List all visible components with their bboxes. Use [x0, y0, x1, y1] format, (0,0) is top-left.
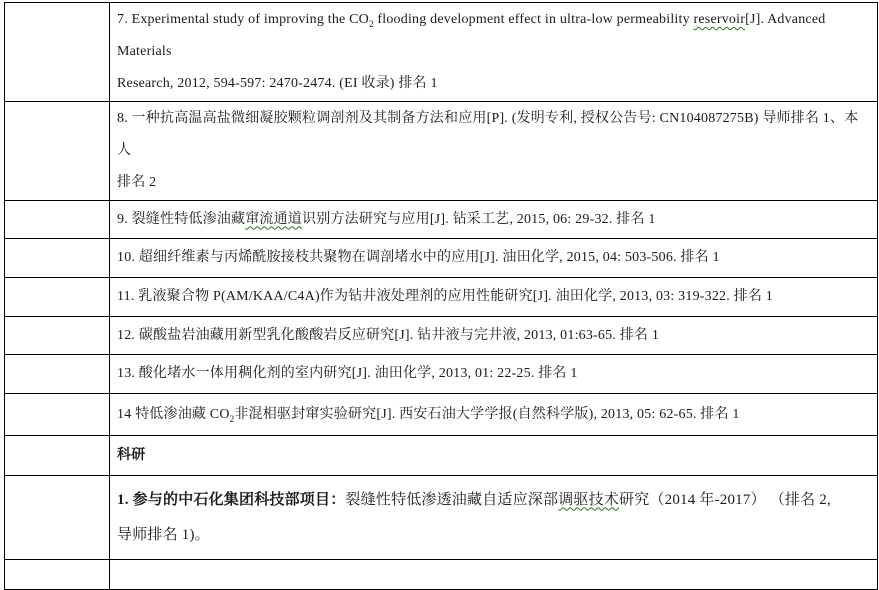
subscript-text: 2 — [229, 413, 235, 424]
table-row-publication-7 — [5, 3, 878, 102]
text-segment: 9. 裂缝性特低渗油藏 — [117, 211, 246, 227]
text-segment: 裂缝性特低渗透油藏自适应深部 — [345, 491, 559, 508]
row-content-cell-publication-12 — [110, 317, 878, 355]
row-label-cell — [5, 355, 110, 394]
row-label-cell — [5, 394, 110, 436]
text-segment: 科研 — [117, 447, 146, 463]
text-segment: 排名 2 — [117, 175, 157, 190]
text-segment: reservoir — [693, 12, 746, 27]
row-label-cell — [5, 278, 110, 317]
text-segment: 7. Experimental study of improving the CO — [117, 12, 369, 27]
text-segment: 8. 一种抗高温高盐微细凝胶颗粒调剖剂及其制备方法和应用[P]. (发明专利, 授权公告号: CN104087275B) 导师排名 1、本人 — [117, 111, 859, 158]
row-content-cell-publication-10 — [110, 239, 878, 278]
row-content-cell-publication-11 — [110, 278, 878, 317]
table-row-publication-14 — [5, 394, 878, 436]
text-segment: [J]. Advanced Materials — [117, 12, 826, 59]
row-content-cell-section-keyan — [110, 436, 878, 476]
table-row-publication-8 — [5, 102, 878, 201]
row-content-cell-publication-8 — [110, 102, 878, 201]
text-segment: 13. 酸化堵水一体用稠化剂的室内研究[J]. 油田化学, 2013, 01: 22-25. 排名 1 — [117, 366, 578, 381]
text-segment: 14 特低渗油藏 CO — [117, 406, 230, 422]
row-content-cell-publication-9 — [110, 201, 878, 239]
subscript-text: 2 — [369, 18, 374, 29]
table-row-section-keyan — [5, 436, 878, 476]
row-content-cell-publication-14 — [110, 394, 878, 436]
row-label-cell — [5, 476, 110, 560]
text-segment: flooding development effect in ultra-low permeability — [373, 12, 694, 27]
text-segment: 11. 乳液聚合物 P(AM/KAA/C4A)作为钻井液处理剂的应用性能研究[J]. 油田化学, 2013, 03: 319-322. 排名 1 — [117, 289, 773, 304]
row-content-cell-partial-bottom-row — [110, 560, 878, 590]
table-row-publication-11 — [5, 278, 878, 317]
row-label-cell — [5, 102, 110, 201]
text-segment: 非混相驱封窜实验研究[J]. 西安石油大学学报(自然科学版), 2013, 05: 62-65. 排名 1 — [234, 406, 740, 422]
row-content-cell-publication-13 — [110, 355, 878, 394]
table-row-publication-13 — [5, 355, 878, 394]
row-label-cell — [5, 317, 110, 355]
row-label-cell — [5, 560, 110, 590]
table-row-project-1 — [5, 476, 878, 560]
text-segment: Research, 2012, 594-597: 2470-2474. (EI 收录) 排名 1 — [117, 76, 438, 91]
text-segment: 导师排名 1)。 — [117, 526, 210, 543]
text-segment: 调驱技术 — [558, 491, 620, 508]
table-row-publication-12 — [5, 317, 878, 355]
text-segment: 识别方法研究与应用[J]. 钻采工艺, 2015, 06: 29-32. 排名 1 — [302, 211, 656, 227]
table-row-partial-bottom-row — [5, 560, 878, 590]
publications-table-body — [5, 3, 878, 590]
table-row-publication-9 — [5, 201, 878, 239]
text-segment: 窜流通道 — [245, 211, 303, 227]
row-label-cell — [5, 239, 110, 278]
text-segment: 12. 碳酸盐岩油藏用新型乳化酸酸岩反应研究[J]. 钻井液与完井液, 2013, 01:63-65. 排名 1 — [117, 327, 660, 343]
table-row-publication-10 — [5, 239, 878, 278]
row-label-cell — [5, 436, 110, 476]
text-segment: 研究（2014 年-2017） （排名 2, — [619, 491, 831, 508]
text-segment: 10. 超细纤维素与丙烯酰胺接枝共聚物在调剖堵水中的应用[J]. 油田化学, 2015, 04: 503-506. 排名 1 — [117, 250, 720, 265]
publications-table — [4, 2, 878, 590]
text-segment: 1. 参与的中石化集团科技部项目： — [117, 491, 346, 508]
row-label-cell — [5, 3, 110, 102]
row-label-cell — [5, 201, 110, 239]
row-content-cell-project-1 — [110, 476, 878, 560]
row-content-cell-publication-7 — [110, 3, 878, 102]
